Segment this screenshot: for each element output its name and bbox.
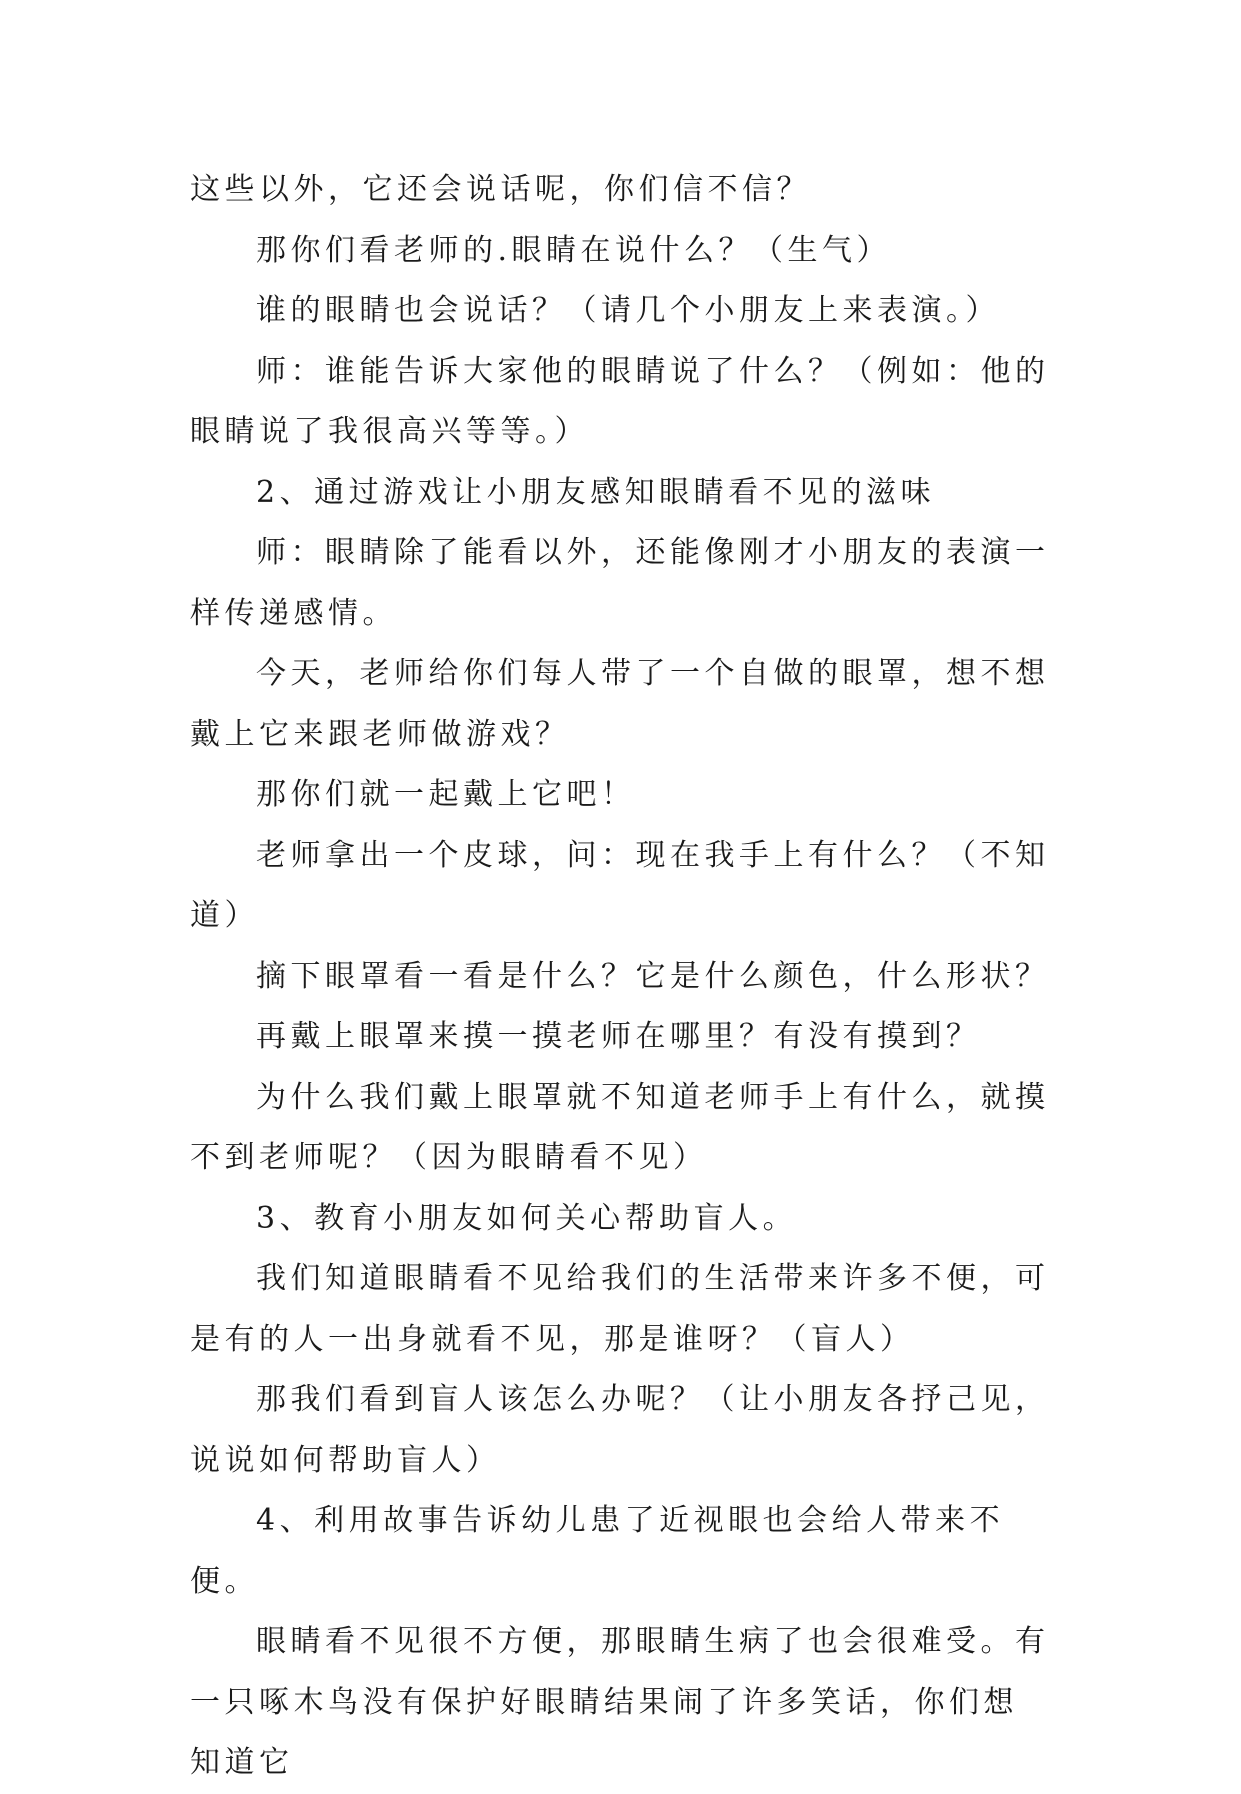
paragraph: 为什么我们戴上眼罩就不知道老师手上有什么，就摸不到老师呢？（因为眼睛看不见）: [190, 1079, 1050, 1175]
paragraph: 眼睛看不见很不方便，那眼睛生病了也会很难受。有一只啄木鸟没有保护好眼睛结果闹了许多笑话，你们想知道它: [190, 1624, 1050, 1780]
section-heading: 2、通过游戏让小朋友感知眼睛看不见的滋味: [256, 474, 936, 510]
paragraph: 师：谁能告诉大家他的眼睛说了什么？（例如：他的眼睛说了我很高兴等等。）: [190, 353, 1050, 449]
paragraph: 那你们看老师的.眼睛在说什么？（生气）: [256, 232, 892, 268]
paragraph: 那我们看到盲人该怎么办呢？（让小朋友各抒己见，说说如何帮助盲人）: [190, 1382, 1050, 1478]
paragraph: 师：眼睛除了能看以外，还能像刚才小朋友的表演一样传递感情。: [190, 535, 1050, 631]
paragraph: 这些以外，它还会说话呢，你们信不信？: [190, 172, 811, 207]
paragraph: 摘下眼罩看一看是什么？它是什么颜色，什么形状？: [256, 958, 1050, 994]
paragraph: 我们知道眼睛看不见给我们的生活带来许多不便，可是有的人一出身就看不见，那是谁呀？（盲人）: [190, 1261, 1050, 1357]
section-heading: 3、教育小朋友如何关心帮助盲人。: [256, 1200, 798, 1236]
paragraph: 再戴上眼罩来摸一摸老师在哪里？有没有摸到？: [256, 1019, 981, 1054]
paragraph: 谁的眼睛也会说话？（请几个小朋友上来表演。）: [256, 293, 1000, 328]
section-heading: 4、利用故事告诉幼儿患了近视眼也会给人带来不便。: [190, 1503, 1005, 1599]
paragraph: 今天，老师给你们每人带了一个自做的眼罩，想不想戴上它来跟老师做游戏？: [190, 656, 1050, 752]
paragraph: 老师拿出一个皮球，问：现在我手上有什么？（不知道）: [190, 837, 1050, 933]
document-body: [190, 160, 1052, 1794]
paragraph: 那你们就一起戴上它吧！: [256, 777, 636, 812]
